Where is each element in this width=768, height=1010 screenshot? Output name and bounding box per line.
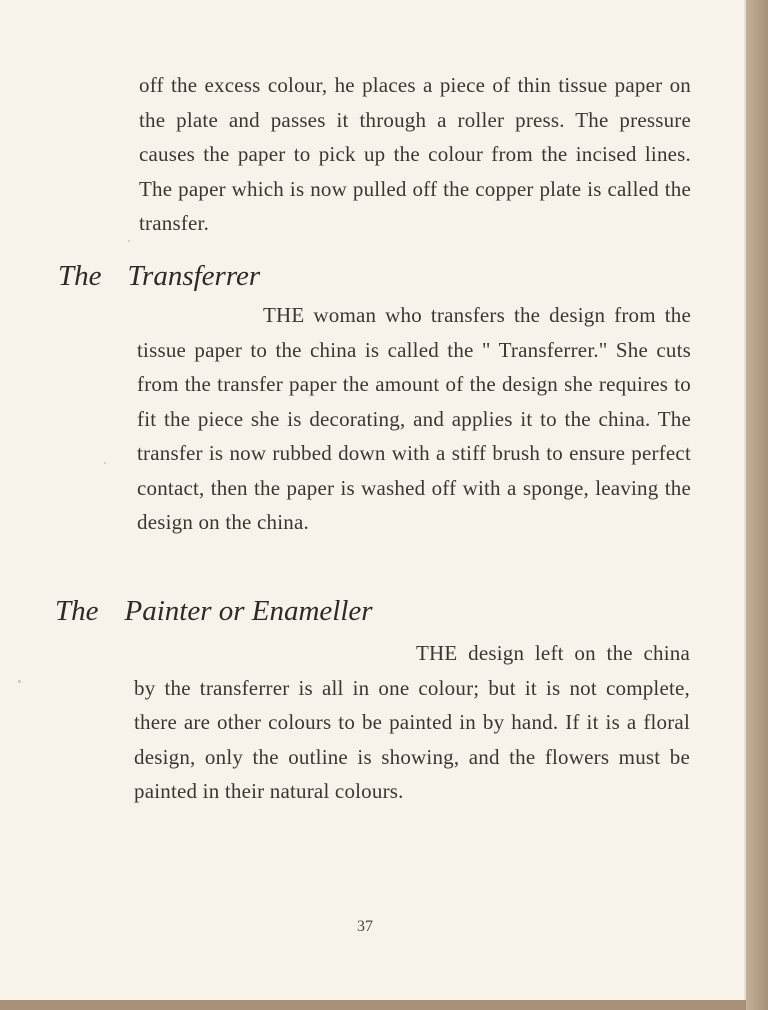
heading-transferrer [58, 260, 260, 293]
page-number: 37 [357, 918, 373, 935]
paragraph-transferrer: THE woman who transfers the design from the tissue paper to the china is called the " Transferrer." She cuts from the transfer paper the amount of the design she requires to fit the piece she is decorating, and applies it to the china. The transfer is now rubbed down with a stiff brush to ensure perfect contact, then the paper is washed off with a sponge, leaving the design on the china. [137, 303, 691, 534]
paper-speck [18, 680, 21, 683]
heading-painter-word1: The [55, 595, 99, 627]
heading-transferrer-word1: The [58, 260, 102, 292]
heading-painter [55, 595, 373, 628]
page-edge [746, 0, 768, 1010]
heading-transferrer-word2: Transferrer [127, 260, 261, 292]
paragraph-painter: THE design left on the china by the transferrer is all in one colour; but it is not complete, there are other colours to be painted in by hand. If it is a floral design, only the outline is showing, and the flowers must be painted in their natural colours. [134, 641, 690, 803]
heading-painter-word2: Painter or Enameller [124, 595, 373, 627]
paper-speck [128, 240, 130, 242]
paragraph-intro: off the excess colour, he places a piece of thin tissue paper on the plate and passes it through a roller press. The pressure causes the paper to pick up the colour from the incised lines. The paper which is now pulled off the copper plate is called the transfer. [139, 73, 691, 235]
paper-speck [104, 462, 106, 464]
